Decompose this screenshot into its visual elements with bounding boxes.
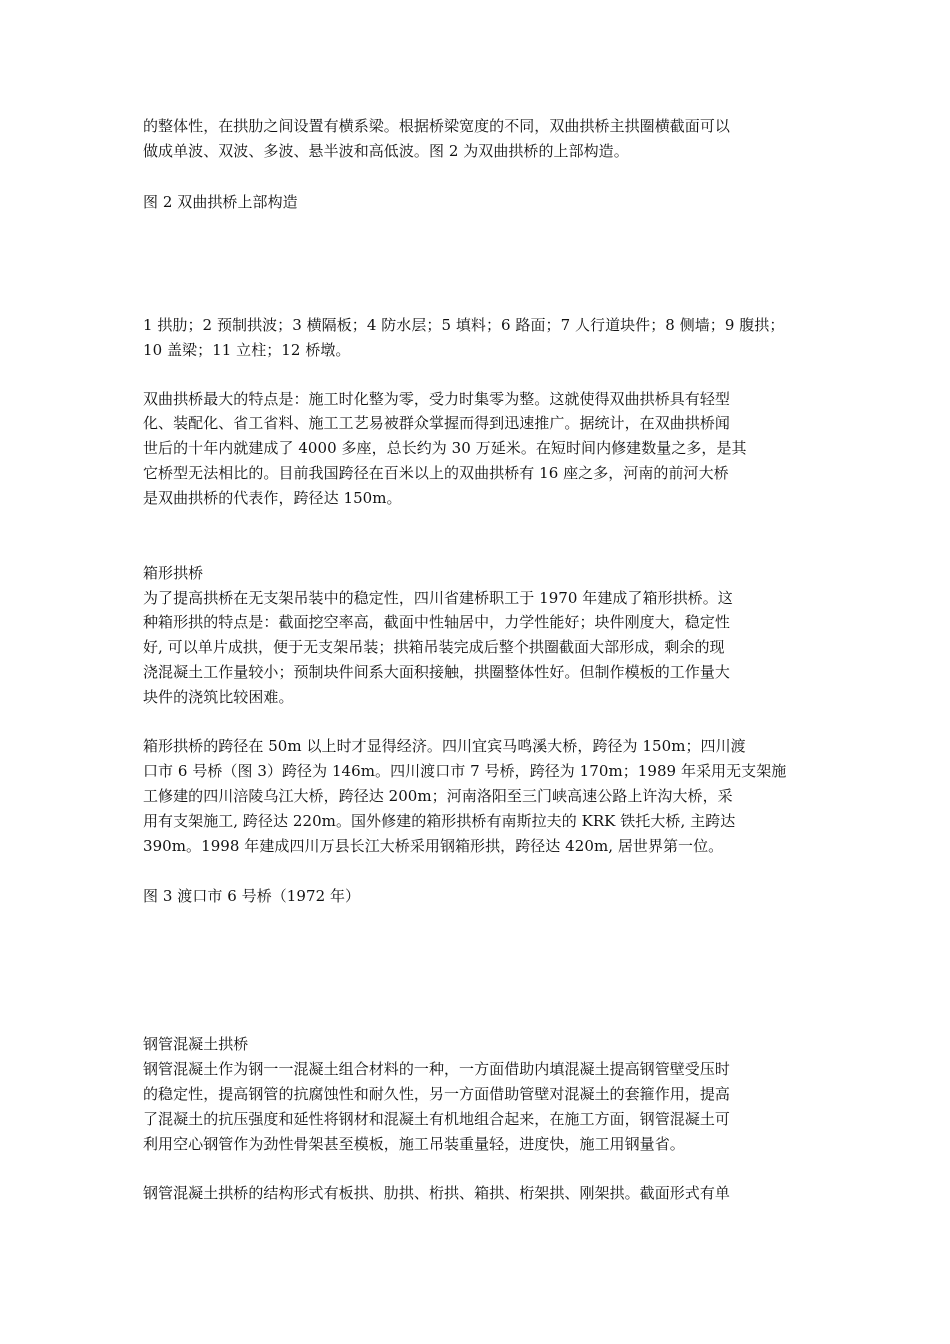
text-line: 为了提高拱桥在无支架吊装中的稳定性，四川省建桥职工于 1970 年建成了箱形拱桥。这: [143, 589, 733, 607]
text-line: 钢管混凝土拱桥的结构形式有板拱、肋拱、桁拱、箱拱、桁架拱、刚架拱。截面形式有单: [143, 1184, 730, 1202]
text-line: 双曲拱桥最大的特点是：施工时化整为零，受力时集零为整。这就使得双曲拱桥具有轻型: [143, 390, 730, 408]
text-line: 世后的十年内就建成了 4000 多座，总长约为 30 万延米。在短时间内修建数量之多，是其: [143, 439, 747, 457]
text-line: 做成单波、双波、多波、悬半波和高低波。图 2 为双曲拱桥的上部构造。: [143, 142, 629, 160]
text-line: 的整体性，在拱肋之间设置有横系梁。根据桥梁宽度的不同，双曲拱桥主拱圈横截面可以: [143, 117, 730, 135]
text-line: 用有支架施工, 跨径达 220m。国外修建的箱形拱桥有南斯拉夫的 KRK 铁托大桥, 主跨达: [143, 812, 736, 830]
text-line: 化、装配化、省工省料、施工工艺易被群众掌握而得到迅速推广。据统计，在双曲拱桥闻: [143, 414, 730, 432]
text-line: 工修建的四川涪陵乌江大桥，跨径达 200m；河南洛阳至三门峡高速公路上许沟大桥，采: [143, 787, 733, 805]
section-heading-cfst-arch: 钢管混凝土拱桥: [143, 1035, 249, 1053]
text-line: 的稳定性，提高钢管的抗腐蚀性和耐久性，另一方面借助管壁对混凝土的套箍作用，提高: [143, 1085, 730, 1103]
text-line: 它桥型无法相比的。目前我国跨径在百米以上的双曲拱桥有 16 座之多，河南的前河大桥: [143, 464, 729, 482]
figure-2-caption: 图 2 双曲拱桥上部构造: [143, 193, 298, 211]
text-line: 好, 可以单片成拱，便于无支架吊装；拱箱吊装完成后整个拱圈截面大部形成，剩余的现: [143, 638, 725, 656]
text-line: 口市 6 号桥（图 3）跨径为 146m。四川渡口市 7 号桥，跨径为 170m；1989 年采用无支架施: [143, 762, 787, 780]
text-line: 箱形拱桥的跨径在 50m 以上时才显得经济。四川宜宾马鸣溪大桥，跨径为 150m；四川渡: [143, 737, 746, 755]
text-line: 了混凝土的抗压强度和延性将钢材和混凝土有机地组合起来，在施工方面，钢管混凝土可: [143, 1110, 730, 1128]
text-line: 利用空心钢管作为劲性骨架甚至模板，施工吊装重量轻，进度快，施工用钢量省。: [143, 1135, 685, 1153]
text-line: 390m。1998 年建成四川万县长江大桥采用钢箱形拱，跨径达 420m, 居世界第一位。: [143, 837, 724, 855]
text-line: 块件的浇筑比较困难。: [143, 688, 294, 706]
section-heading-box-arch: 箱形拱桥: [143, 564, 204, 582]
text-line: 1 拱肋；2 预制拱波；3 横隔板；4 防水层；5 填料；6 路面；7 人行道块件；8 侧墙；9 腹拱；: [143, 316, 785, 334]
text-line: 种箱形拱的特点是：截面挖空率高，截面中性轴居中，力学性能好；块件刚度大，稳定性: [143, 613, 730, 631]
text-line: 浇混凝土工作量较小；预制块件间系大面积接触，拱圈整体性好。但制作模板的工作量大: [143, 663, 730, 681]
text-line: 是双曲拱桥的代表作，跨径达 150m。: [143, 489, 402, 507]
text-line: 10 盖梁；11 立柱；12 桥墩。: [143, 341, 351, 359]
text-line: 钢管混凝土作为钢一一混凝土组合材料的一种，一方面借助内填混凝土提高钢管壁受压时: [143, 1060, 730, 1078]
figure-3-caption: 图 3 渡口市 6 号桥（1972 年）: [143, 887, 361, 905]
